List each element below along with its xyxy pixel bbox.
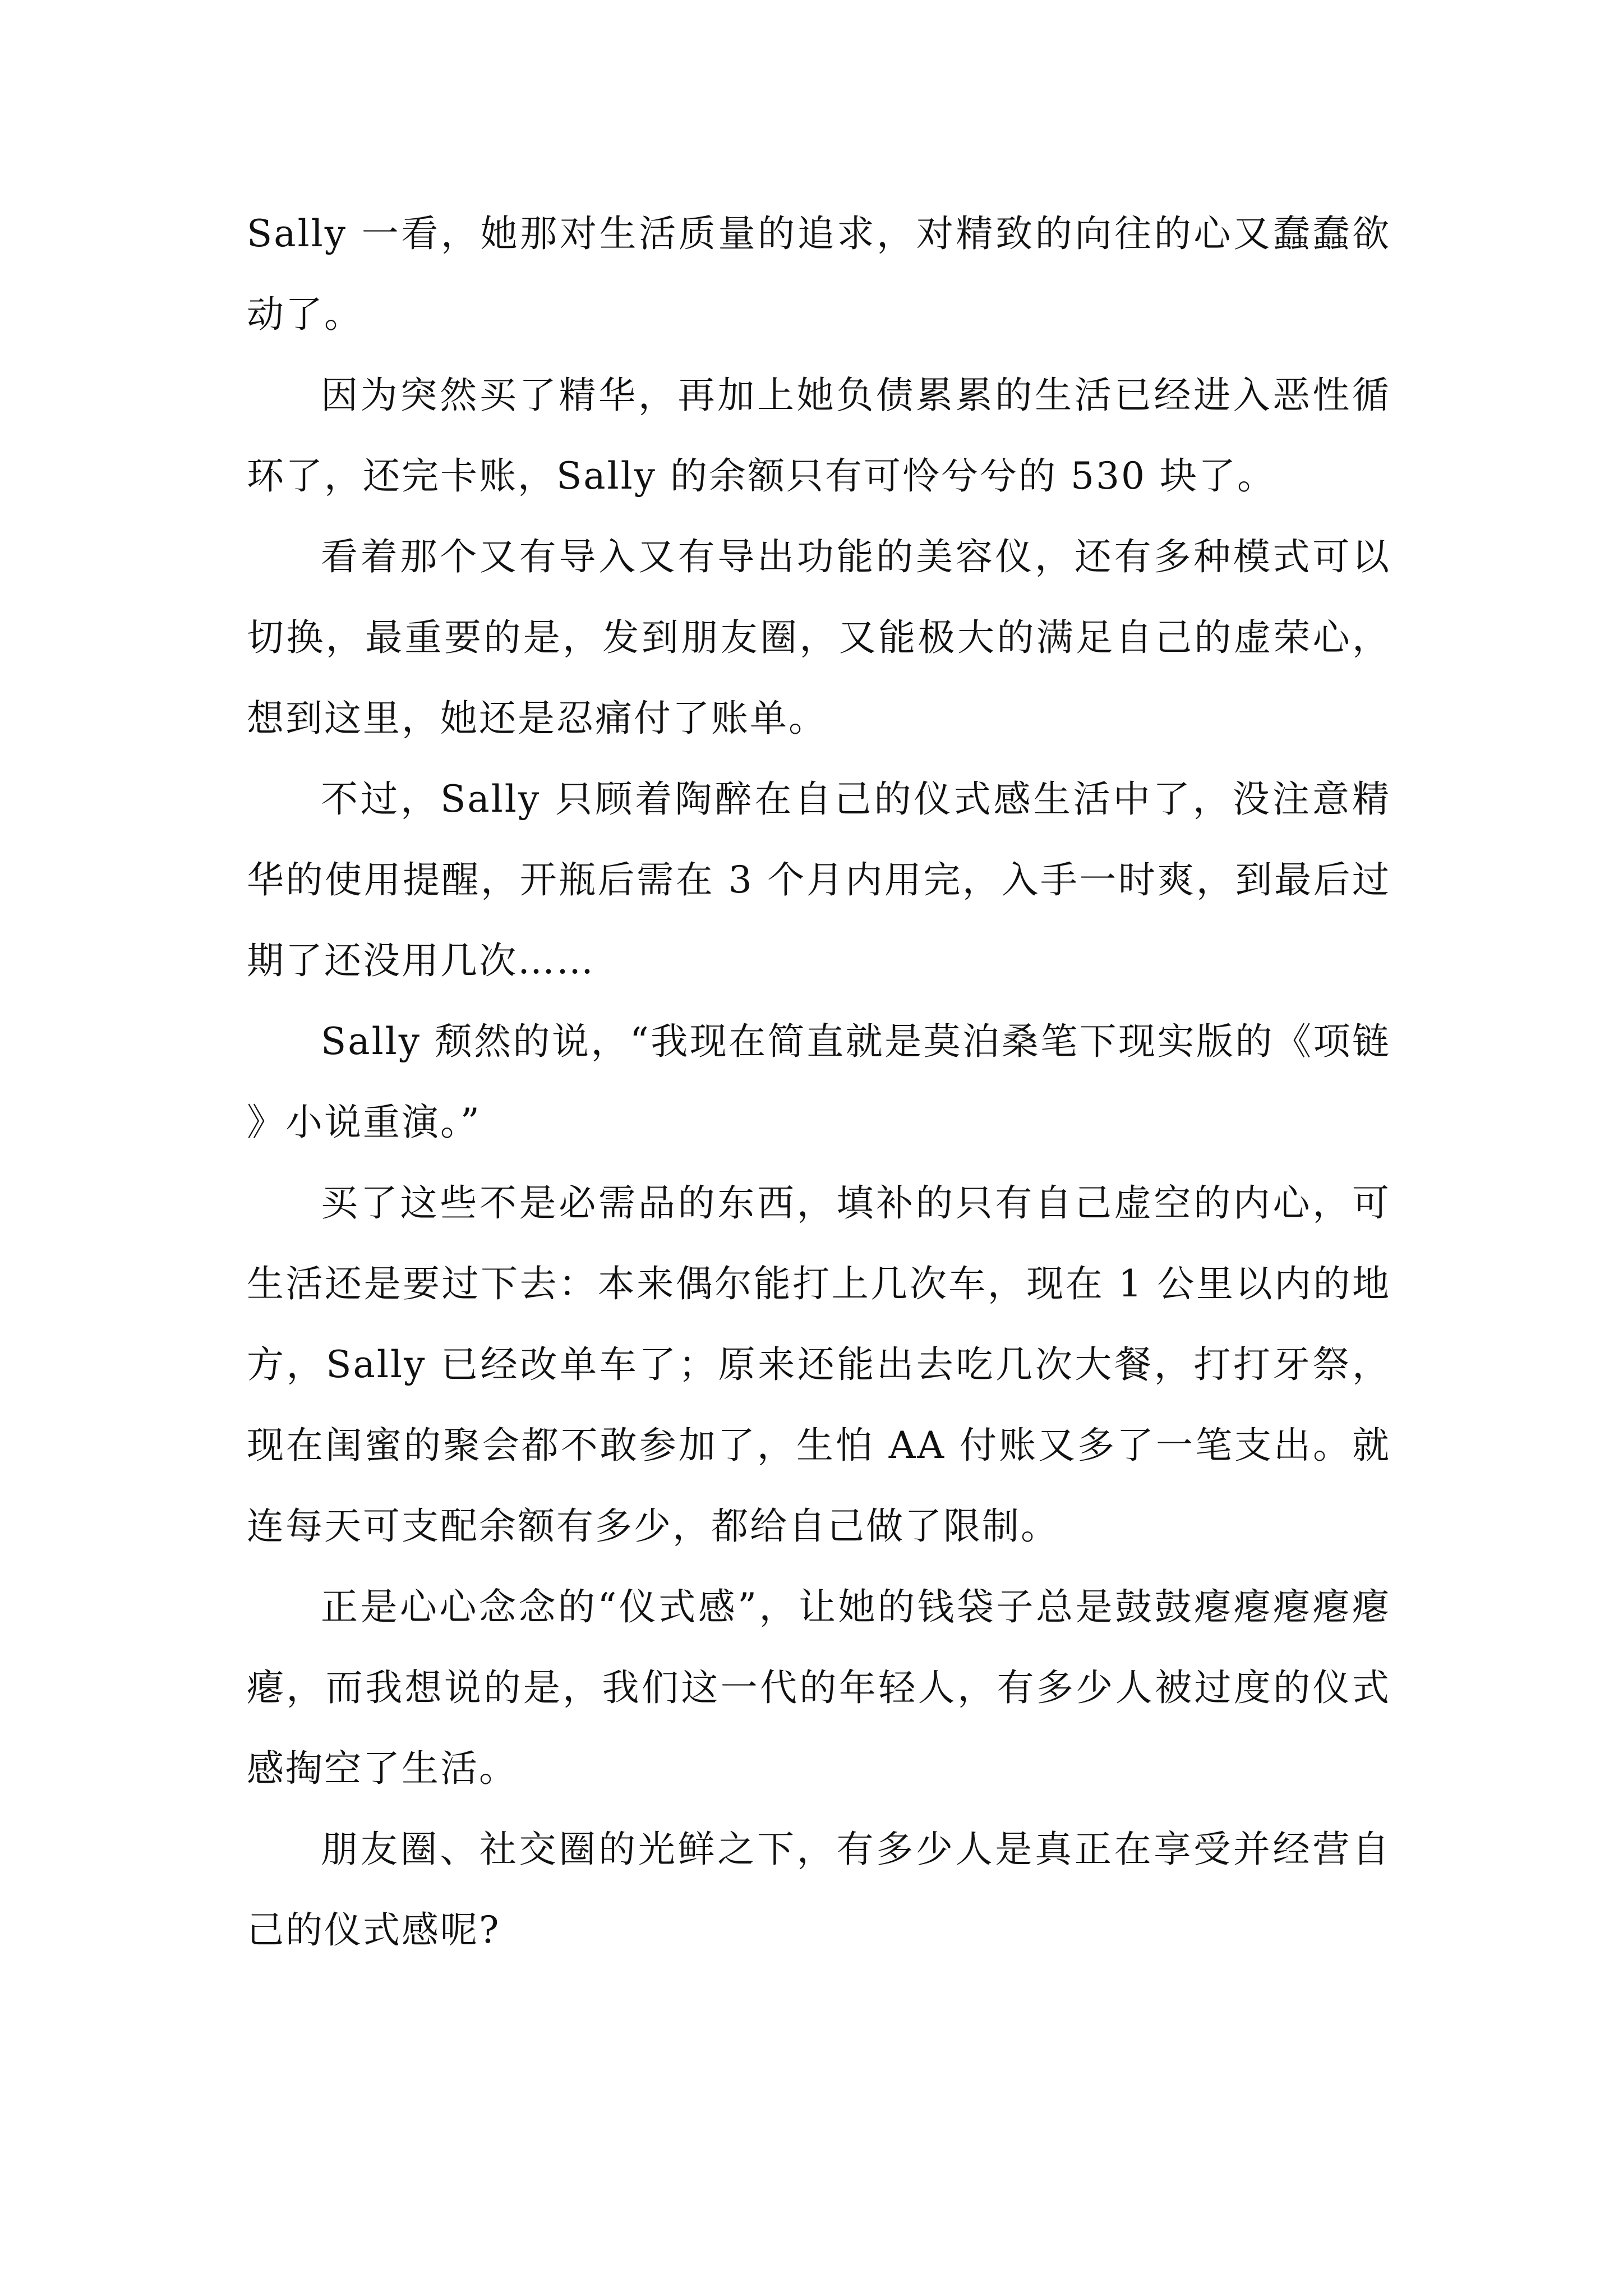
paragraph-closing-question: 朋友圈、社交圈的光鲜之下，有多少人是真正在享受并经营自己的仪式感呢? [247, 1828, 1391, 1952]
paragraph-ritual-sense: 正是心心念念的“仪式感”，让她的钱袋子总是鼓鼓瘪瘪瘪瘪瘪瘪，而我想说的是，我们这一代的年轻人，有多少人被过度的仪式感掏空了生活。 [247, 1585, 1391, 1790]
paragraph-cutbacks: 买了这些不是必需品的东西，填补的只有自己虚空的内心，可生活还是要过下去：本来偶尔能打上几次车，现在 1 公里以内的地方，Sally 已经改单车了；原来还能出去吃几次大餐，打打牙祭，现在闺蜜的聚会都不敢参加了，生怕 AA 付账又多了一笔支出。就连每天可支配余额有多少，都给自己做了限制。 [247, 1181, 1391, 1548]
paragraph-continuation: Sally 一看，她那对生活质量的追求，对精致的向往的心又蠢蠢欲动了。 [247, 212, 1391, 336]
paragraph-bought-essence: 因为突然买了精华，再加上她负债累累的生活已经进入恶性循环了，还完卡账，Sally 的余额只有可怜兮兮的 530 块了。 [247, 374, 1391, 498]
article-body [247, 194, 1391, 1971]
paragraph-beauty-device: 看着那个又有导入又有导出功能的美容仪，还有多种模式可以切换，最重要的是，发到朋友圈，又能极大的满足自己的虚荣心，想到这里，她还是忍痛付了账单。 [247, 535, 1391, 740]
paragraph-expired-essence: 不过，Sally 只顾着陶醉在自己的仪式感生活中了，没注意精华的使用提醒，开瓶后需在 3 个月内用完，入手一时爽，到最后过期了还没用几次…… [247, 777, 1391, 982]
paragraph-necklace-quote: Sally 颓然的说，“我现在简直就是莫泊桑笔下现实版的《项链》小说重演。” [247, 1020, 1391, 1144]
